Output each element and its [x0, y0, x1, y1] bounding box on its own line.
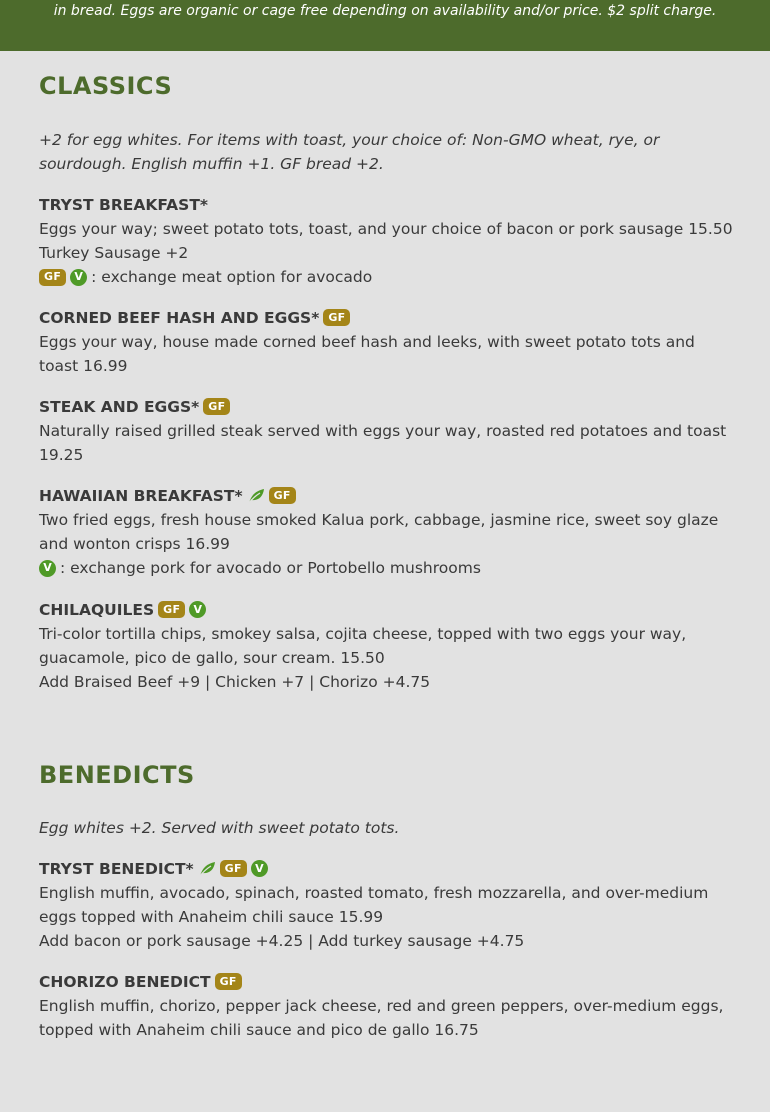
menu-item-tryst-benedict: [39, 856, 739, 953]
classics-note: +2 for egg whites. For items with toast, your choice of: Non-GMO wheat, rye, or sourdough. English muffin +1. GF bread +2.: [39, 131, 660, 173]
vegan-badge: V: [39, 560, 56, 577]
item-name: TRYST BENEDICT*: [39, 859, 194, 878]
gluten-free-badge: GF: [323, 309, 350, 326]
item-title: [39, 394, 739, 419]
item-title: [39, 597, 739, 622]
modifier-text: : exchange pork for avocado or Portobello mushrooms: [60, 559, 481, 577]
item-description: Eggs your way; sweet potato tots, toast, and your choice of bacon or pork sausage 15.50: [39, 220, 733, 238]
menu-item-tryst-breakfast: [39, 192, 739, 289]
benedicts-note: Egg whites +2. Served with sweet potato tots.: [39, 819, 400, 837]
vegan-badge: V: [189, 601, 206, 618]
item-modifier: [39, 556, 739, 580]
item-description: Naturally raised grilled steak served with eggs your way, roasted red potatoes and toast 19.25: [39, 422, 727, 464]
vegan-badge: V: [70, 269, 87, 286]
leaf-icon: [247, 488, 265, 504]
item-modifier: [39, 265, 739, 289]
item-name: CHILAQUILES: [39, 600, 155, 619]
menu-item-steak-and-eggs: [39, 394, 739, 467]
leaf-icon: [198, 861, 216, 877]
item-name: CORNED BEEF HASH AND EGGS*: [39, 308, 320, 327]
item-title: [39, 483, 739, 508]
modifier-text: : exchange meat option for avocado: [91, 268, 373, 286]
banner-text: in bread. Eggs are organic or cage free depending on availability and/or price. $2 split charge.: [53, 3, 717, 19]
menu-item-chilaquiles: [39, 597, 739, 694]
gluten-free-badge: GF: [203, 398, 230, 415]
item-description: English muffin, chorizo, pepper jack cheese, red and green peppers, over-medium eggs, topped with Anaheim chili sauce and pico de gallo 16.75: [39, 997, 724, 1039]
section-title-benedicts: BENEDICTS: [39, 761, 195, 789]
gluten-free-badge: GF: [39, 269, 66, 286]
gluten-free-badge: GF: [220, 860, 247, 877]
menu-item-chorizo-benedict: [39, 969, 739, 1042]
item-title: [39, 305, 739, 330]
menu-item-corned-beef-hash: [39, 305, 739, 378]
vegan-badge: V: [251, 860, 268, 877]
item-name: CHORIZO BENEDICT: [39, 972, 211, 991]
section-title-classics: CLASSICS: [39, 72, 173, 100]
item-title: [39, 192, 739, 217]
gluten-free-badge: GF: [269, 487, 296, 504]
gluten-free-badge: GF: [158, 601, 185, 618]
item-addon: Turkey Sausage +2: [39, 244, 189, 262]
top-banner: [0, 0, 770, 51]
item-addon: Add Braised Beef +9 | Chicken +7 | Chorizo +4.75: [39, 673, 431, 691]
item-description: Two fried eggs, fresh house smoked Kalua pork, cabbage, jasmine rice, sweet soy glaze and wonton crisps 16.99: [39, 511, 719, 553]
item-name: HAWAIIAN BREAKFAST*: [39, 486, 243, 505]
item-name: TRYST BREAKFAST*: [39, 195, 209, 214]
item-description: English muffin, avocado, spinach, roasted tomato, fresh mozzarella, and over-medium eggs topped with Anaheim chili sauce 15.99: [39, 884, 709, 926]
item-addon: Add bacon or pork sausage +4.25 | Add turkey sausage +4.75: [39, 932, 525, 950]
menu-item-hawaiian-breakfast: [39, 483, 739, 580]
item-title: [39, 856, 739, 881]
item-description: Eggs your way, house made corned beef hash and leeks, with sweet potato tots and toast 16.99: [39, 333, 695, 375]
gluten-free-badge: GF: [215, 973, 242, 990]
item-name: STEAK AND EGGS*: [39, 397, 200, 416]
item-title: [39, 969, 739, 994]
item-description: Tri-color tortilla chips, smokey salsa, cojita cheese, topped with two eggs your way, guacamole, pico de gallo, sour cream. 15.50: [39, 625, 687, 667]
